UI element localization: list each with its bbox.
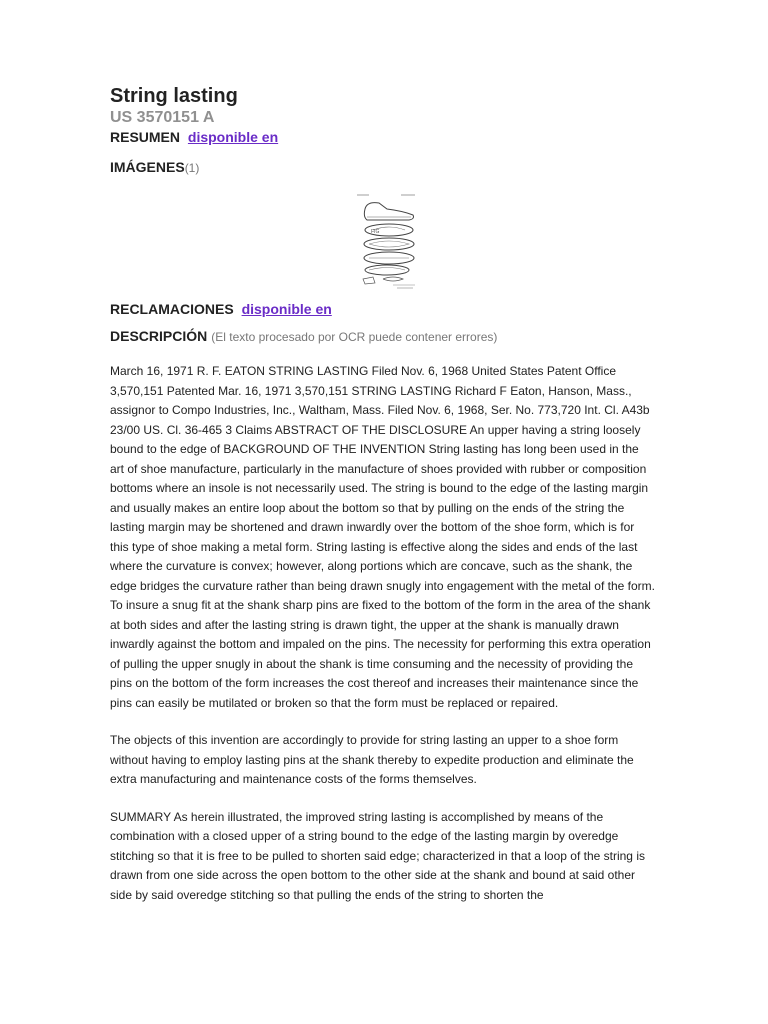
description-paragraph: SUMMARY As herein illustrated, the improved string lasting is accomplished by means of the combination with a closed upper of a string bound to the edge of the lasting margin by overedge stitching so that it is free to be pulled to shorten said edge; characterized in that a loop of the string is drawn from one side across the open bottom to the other side at the shank and bound at said other side by said overedge stitching so that pulling the ends of the string to shorten the bbox=[110, 809, 645, 902]
resumen-label: RESUMEN bbox=[110, 129, 181, 145]
description-paragraph: The objects of this invention are accordingly to provide for string lasting an upper to a shoe form without having to employ lasting pins at the shank thereby to expedite production and eliminate the extra manufacturing and maintenance costs of the forms themselves. bbox=[110, 733, 634, 786]
shoe-drawing-icon bbox=[353, 191, 423, 291]
svg-text:FIG: FIG bbox=[371, 229, 380, 235]
resumen-link[interactable]: disponible en bbox=[187, 129, 279, 145]
imagenes-count: (1) bbox=[184, 161, 200, 175]
reclamaciones-link[interactable]: disponible en bbox=[241, 301, 332, 317]
resumen-section bbox=[110, 128, 655, 146]
reclamaciones-section bbox=[110, 300, 655, 318]
description-paragraph: March 16, 1971 R. F. EATON STRING LASTING Filed Nov. 6, 1968 United States Patent Office 3,570,151 Patented Mar. 16, 1971 3,570,151 STRING LASTING Richard F Eaton, Hanson, Mass., assignor to Compo Industries, Inc., Waltham, Mass. Filed Nov. 6, 1968, Ser. No. 773,720 Int. Cl. A43b 23/00 US. Cl. 36-465 3 Claims ABSTRACT OF THE DISCLOSURE An upper having a string loosely bound to the edge of BACKGROUND OF THE INVENTION String lasting has long been used in the art of shoe manufacture, particularly in the manufacture of shoes provided with rubber or composition bottoms where an insole is not necessarily used. The string is bound to the edge of the lasting margin and usually makes an entire loop about the bottom so that by pulling on the ends of the string the lasting margin may be shortened and drawn inwardly over the bottom of the shoe form, which is for this type of shoe making a metal form. String lasting is effective along the sides and ends of the last where the curvature is convex; however, along portions which are concave, such as the shank, the edge bridges the curvature rather than being drawn snugly into engagement with the metal of the form. To insure a snug fit at the shank sharp pins are fixed to the bottom of the form in the area of the shank at both sides and after the lasting string is drawn tight, the upper at the shank is manually drawn inwardly against the bottom and impaled on the pins. The necessity for performing this extra operation of pulling the upper snugly in about the shank is time consuming and the necessity of providing the pins on the bottom of the form increases the cost thereof and increases their maintenance since the pins can easily be mutilated or broken so that the form must be replaced or repaired. bbox=[110, 364, 655, 710]
imagenes-label: IMÁGENES bbox=[110, 159, 185, 175]
descripcion-label: DESCRIPCIÓN bbox=[110, 328, 208, 344]
ocr-note: (El texto procesado por OCR puede contener errores) bbox=[211, 330, 498, 344]
page-title: String lasting bbox=[110, 85, 238, 107]
patent-page bbox=[110, 84, 655, 905]
descripcion-section bbox=[110, 327, 655, 346]
reclamaciones-label: RECLAMACIONES bbox=[110, 301, 234, 317]
patent-number: US 3570151 A bbox=[110, 109, 215, 126]
patent-drawing-thumbnail[interactable] bbox=[353, 191, 423, 291]
imagenes-section bbox=[110, 158, 655, 177]
